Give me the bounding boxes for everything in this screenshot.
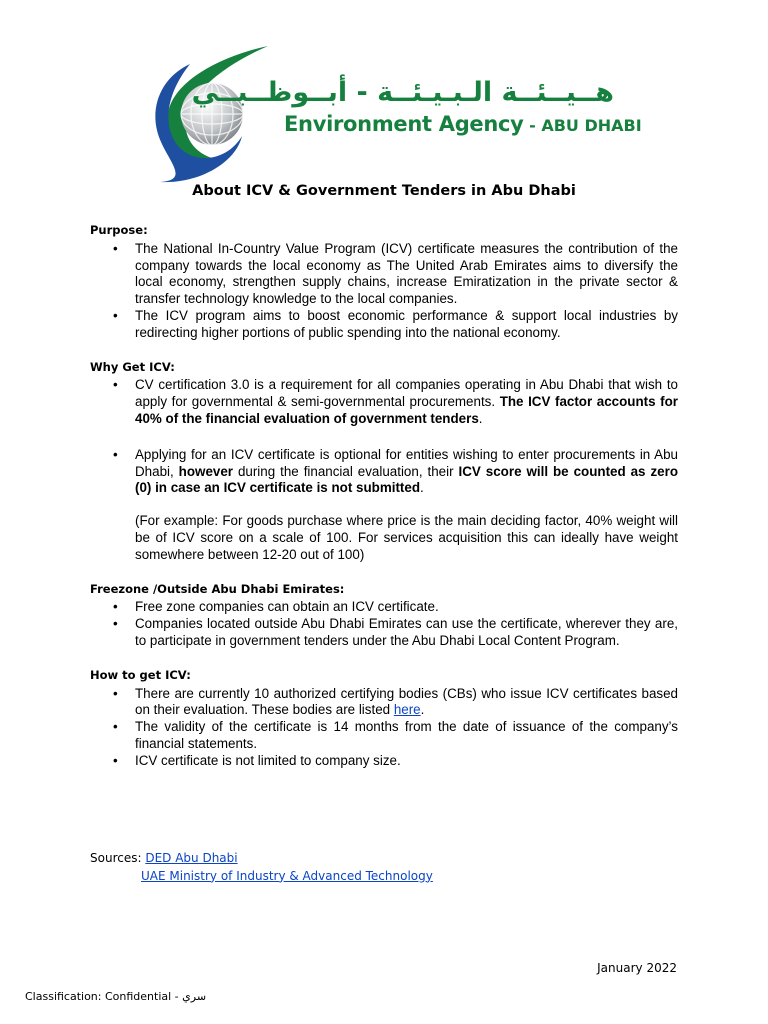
purpose-heading: Purpose: bbox=[90, 223, 148, 237]
document-body bbox=[90, 222, 678, 770]
ministry-link[interactable]: UAE Ministry of Industry & Advanced Technology bbox=[141, 868, 433, 883]
sources-row bbox=[90, 868, 433, 886]
why-list bbox=[90, 377, 678, 427]
list-item-text: Applying for an ICV certificate is optional for entities wishing to enter procurements in Abu Dhabi, bbox=[135, 446, 678, 479]
list-item-text: There are currently 10 authorized certifying bodies (CBs) who issue ICV certificates based on their evaluation. These bodies are listed bbox=[135, 685, 678, 718]
list-item-text: CV certification 3.0 is a requirement for all companies operating in Abu Dhabi that wish to apply for governmental & semi-governmental procurements. bbox=[135, 377, 678, 410]
how-heading: How to get ICV: bbox=[90, 667, 191, 682]
list-item: • The ICV program aims to boost economic performance & support local industries by redirecting higher portions of public spending into the national economy. bbox=[135, 308, 678, 342]
sources-row bbox=[90, 850, 433, 868]
why-heading: Why Get ICV: bbox=[90, 359, 175, 374]
how-list bbox=[90, 686, 678, 770]
here-link[interactable]: here bbox=[393, 702, 421, 718]
list-item: • ICV certificate is not limited to company size. bbox=[135, 753, 678, 770]
why-list-2 bbox=[90, 447, 678, 497]
document-title: About ICV & Government Tenders in Abu Dhabi bbox=[192, 183, 576, 199]
freezone-heading: Freezone /Outside Abu Dhabi Emirates: bbox=[90, 581, 345, 596]
purpose-list bbox=[90, 241, 678, 342]
sources bbox=[90, 850, 433, 885]
list-item-end: . bbox=[420, 702, 425, 718]
agency-name-main: Environment Agency bbox=[284, 112, 524, 136]
classification-label: Classification: Confidential - سري bbox=[25, 990, 207, 1003]
list-item: • The National In-Country Value Program (ICV) certificate measures the contribution of the company towards the local economy as The United Arab Emirates aims to diversify the local economy, strengthen supply chains, increase Emiratization in the private sector & transfer technology knowledge to the local companies. bbox=[135, 241, 678, 308]
list-item: • Companies located outside Abu Dhabi Emirates can use the certificate, wherever they are, to participate in government tenders under the Abu Dhabi Local Content Program. bbox=[135, 616, 678, 650]
example-note: (For example: For goods purchase where price is the main deciding factor, 40% weight will be of ICV score on a scale of 100. For services acquisition this can ideally have weight somewhere between 12-20 out of 100) bbox=[135, 513, 678, 562]
list-item-end: . bbox=[420, 480, 424, 496]
list-item-bold: ICV score will be counted as zero (0) in case an ICV certificate is not submitted bbox=[135, 463, 678, 496]
document-date: January 2022 bbox=[597, 961, 677, 975]
list-item bbox=[135, 447, 678, 497]
agency-name-english bbox=[284, 112, 642, 136]
list-item-bold: however bbox=[178, 463, 233, 479]
agency-name-arabic: هــيــئــة الـبـيـئــة - أبــوظــبــي bbox=[191, 77, 614, 108]
agency-emblem-icon bbox=[150, 42, 280, 187]
list-item: • The validity of the certificate is 14 months from the date of issuance of the company’s financial statements. bbox=[135, 719, 678, 753]
ded-abu-dhabi-link[interactable]: DED Abu Dhabi bbox=[145, 851, 238, 865]
agency-name-suffix: - ABU DHABI bbox=[523, 116, 642, 135]
list-item-end: . bbox=[478, 410, 483, 426]
list-item bbox=[135, 377, 678, 427]
freezone-list bbox=[90, 599, 678, 649]
list-item-bold: The ICV factor accounts for 40% of the financial evaluation of government tenders bbox=[135, 394, 678, 426]
list-item-text: during the financial evaluation, their bbox=[233, 463, 459, 479]
sources-label: Sources: bbox=[90, 851, 146, 865]
list-item: • Free zone companies can obtain an ICV certificate. bbox=[135, 599, 678, 616]
list-item bbox=[135, 686, 678, 720]
